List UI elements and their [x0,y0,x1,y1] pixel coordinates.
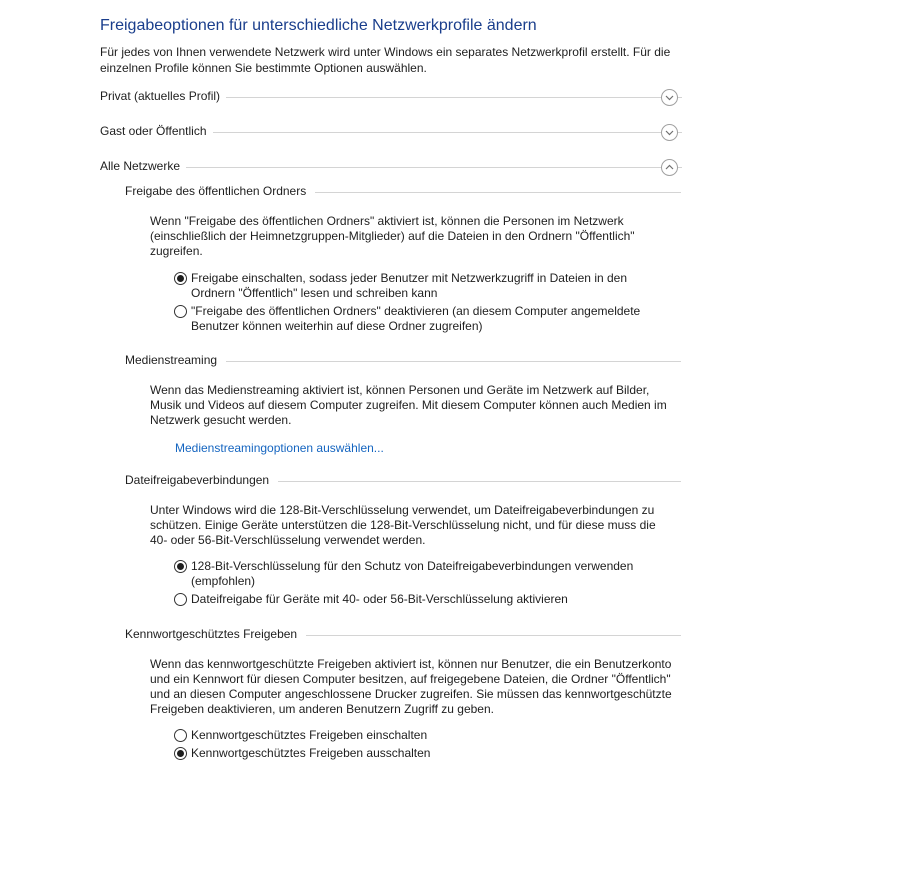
chevron-down-icon [662,125,677,140]
radio-button-checked[interactable] [174,560,187,573]
public-folder-enable-option[interactable] [174,271,674,301]
chevron-down-icon [662,90,677,105]
radio-label: Dateifreigabe für Geräte mit 40- oder 56-Bit-Verschlüsselung aktivieren [191,592,568,606]
profile-label-guest: Gast oder Öffentlich [100,124,207,138]
radio-label: Freigabe einschalten, sodass jeder Benutzer mit Netzwerkzugriff in Dateien in den Ordnern "Öffentlich" lesen und schreiben kann [191,271,628,300]
section-title-file-sharing: Dateifreigabeverbindungen [125,473,270,487]
section-header-file-sharing [125,471,681,489]
encryption-40-56-option[interactable] [174,592,674,607]
radio-label: Kennwortgeschütztes Freigeben ausschalten [191,746,431,760]
section-header-media-streaming [125,351,681,369]
file-sharing-description: Unter Windows wird die 128-Bit-Verschlüsselung verwendet, um Dateifreigabeverbindungen zu schützen. Einige Geräte unterstützen die 128-Bit-Verschlüsselung nicht, und für diese muss die 40- oder 56-Bit-Verschlüsselung verwendet werden. [150,503,656,547]
radio-label: 128-Bit-Verschlüsselung für den Schutz von Dateifreigabeverbindungen verwenden (empfohlen) [191,559,634,588]
divider [226,97,682,98]
profile-header-all[interactable] [100,156,682,176]
password-sharing-enable-option[interactable] [174,728,674,743]
radio-button[interactable] [174,593,187,606]
section-title-media-streaming: Medienstreaming [125,353,218,367]
expand-guest-button[interactable] [661,124,678,141]
profile-header-guest[interactable] [100,121,682,141]
radio-button-checked[interactable] [174,272,187,285]
media-streaming-description: Wenn das Medienstreaming aktiviert ist, können Personen und Geräte im Netzwerk auf Bilder, Musik und Videos auf diesem Computer zugreifen. Mit diesem Computer können auch Medien im Netzwerk gesucht werden. [150,383,667,427]
section-header-password-sharing [125,625,681,643]
chevron-up-icon [662,160,677,175]
encryption-128-option[interactable] [174,559,674,589]
password-sharing-description: Wenn das kennwortgeschützte Freigeben aktiviert ist, können nur Benutzer, die ein Benutzerkonto und ein Kennwort für diesen Computer besitzen, auf freigegebene Dateien, die Ordner "Öffentlich" und an diesen Computer angeschlossene Drucker zugreifen. Sie müssen das kennwortgeschützte Freigeben deaktivieren, um anderen Benutzern Zugriff zu geben. [150,657,672,716]
section-header-public-folder [125,182,681,200]
divider [306,635,681,636]
divider [278,481,681,482]
radio-label: "Freigabe des öffentlichen Ordners" deaktivieren (an diesem Computer angemeldete Benutzer können weiterhin auf diese Ordner zugreifen) [191,304,641,333]
radio-button[interactable] [174,729,187,742]
public-folder-disable-option[interactable] [174,304,674,334]
collapse-all-button[interactable] [661,159,678,176]
password-sharing-disable-option[interactable] [174,746,674,761]
divider [315,192,681,193]
profile-header-private[interactable] [100,86,682,106]
divider [226,361,681,362]
radio-button[interactable] [174,305,187,318]
profile-label-private: Privat (aktuelles Profil) [100,89,221,103]
intro-text: Für jedes von Ihnen verwendete Netzwerk wird unter Windows ein separates Netzwerkprofil erstellt. Für die einzelnen Profile können Sie bestimmte Optionen auswählen. [100,45,671,75]
profile-label-all: Alle Netzwerke [100,159,181,173]
divider [186,167,682,168]
radio-button-checked[interactable] [174,747,187,760]
section-title-password-sharing: Kennwortgeschütztes Freigeben [125,627,298,641]
section-title-public-folder: Freigabe des öffentlichen Ordners [125,184,307,198]
divider [213,132,683,133]
page-title: Freigabeoptionen für unterschiedliche Netzwerkprofile ändern [100,17,537,34]
media-streaming-options-link[interactable]: Medienstreamingoptionen auswählen... [175,441,384,455]
expand-private-button[interactable] [661,89,678,106]
radio-label: Kennwortgeschütztes Freigeben einschalten [191,728,428,742]
public-folder-description: Wenn "Freigabe des öffentlichen Ordners" aktiviert ist, können die Personen im Netzwerk (einschließlich der Heimnetzgruppen-Mitglieder) auf die Dateien in den Ordnern "Öffentlich" zugreifen. [150,214,635,258]
